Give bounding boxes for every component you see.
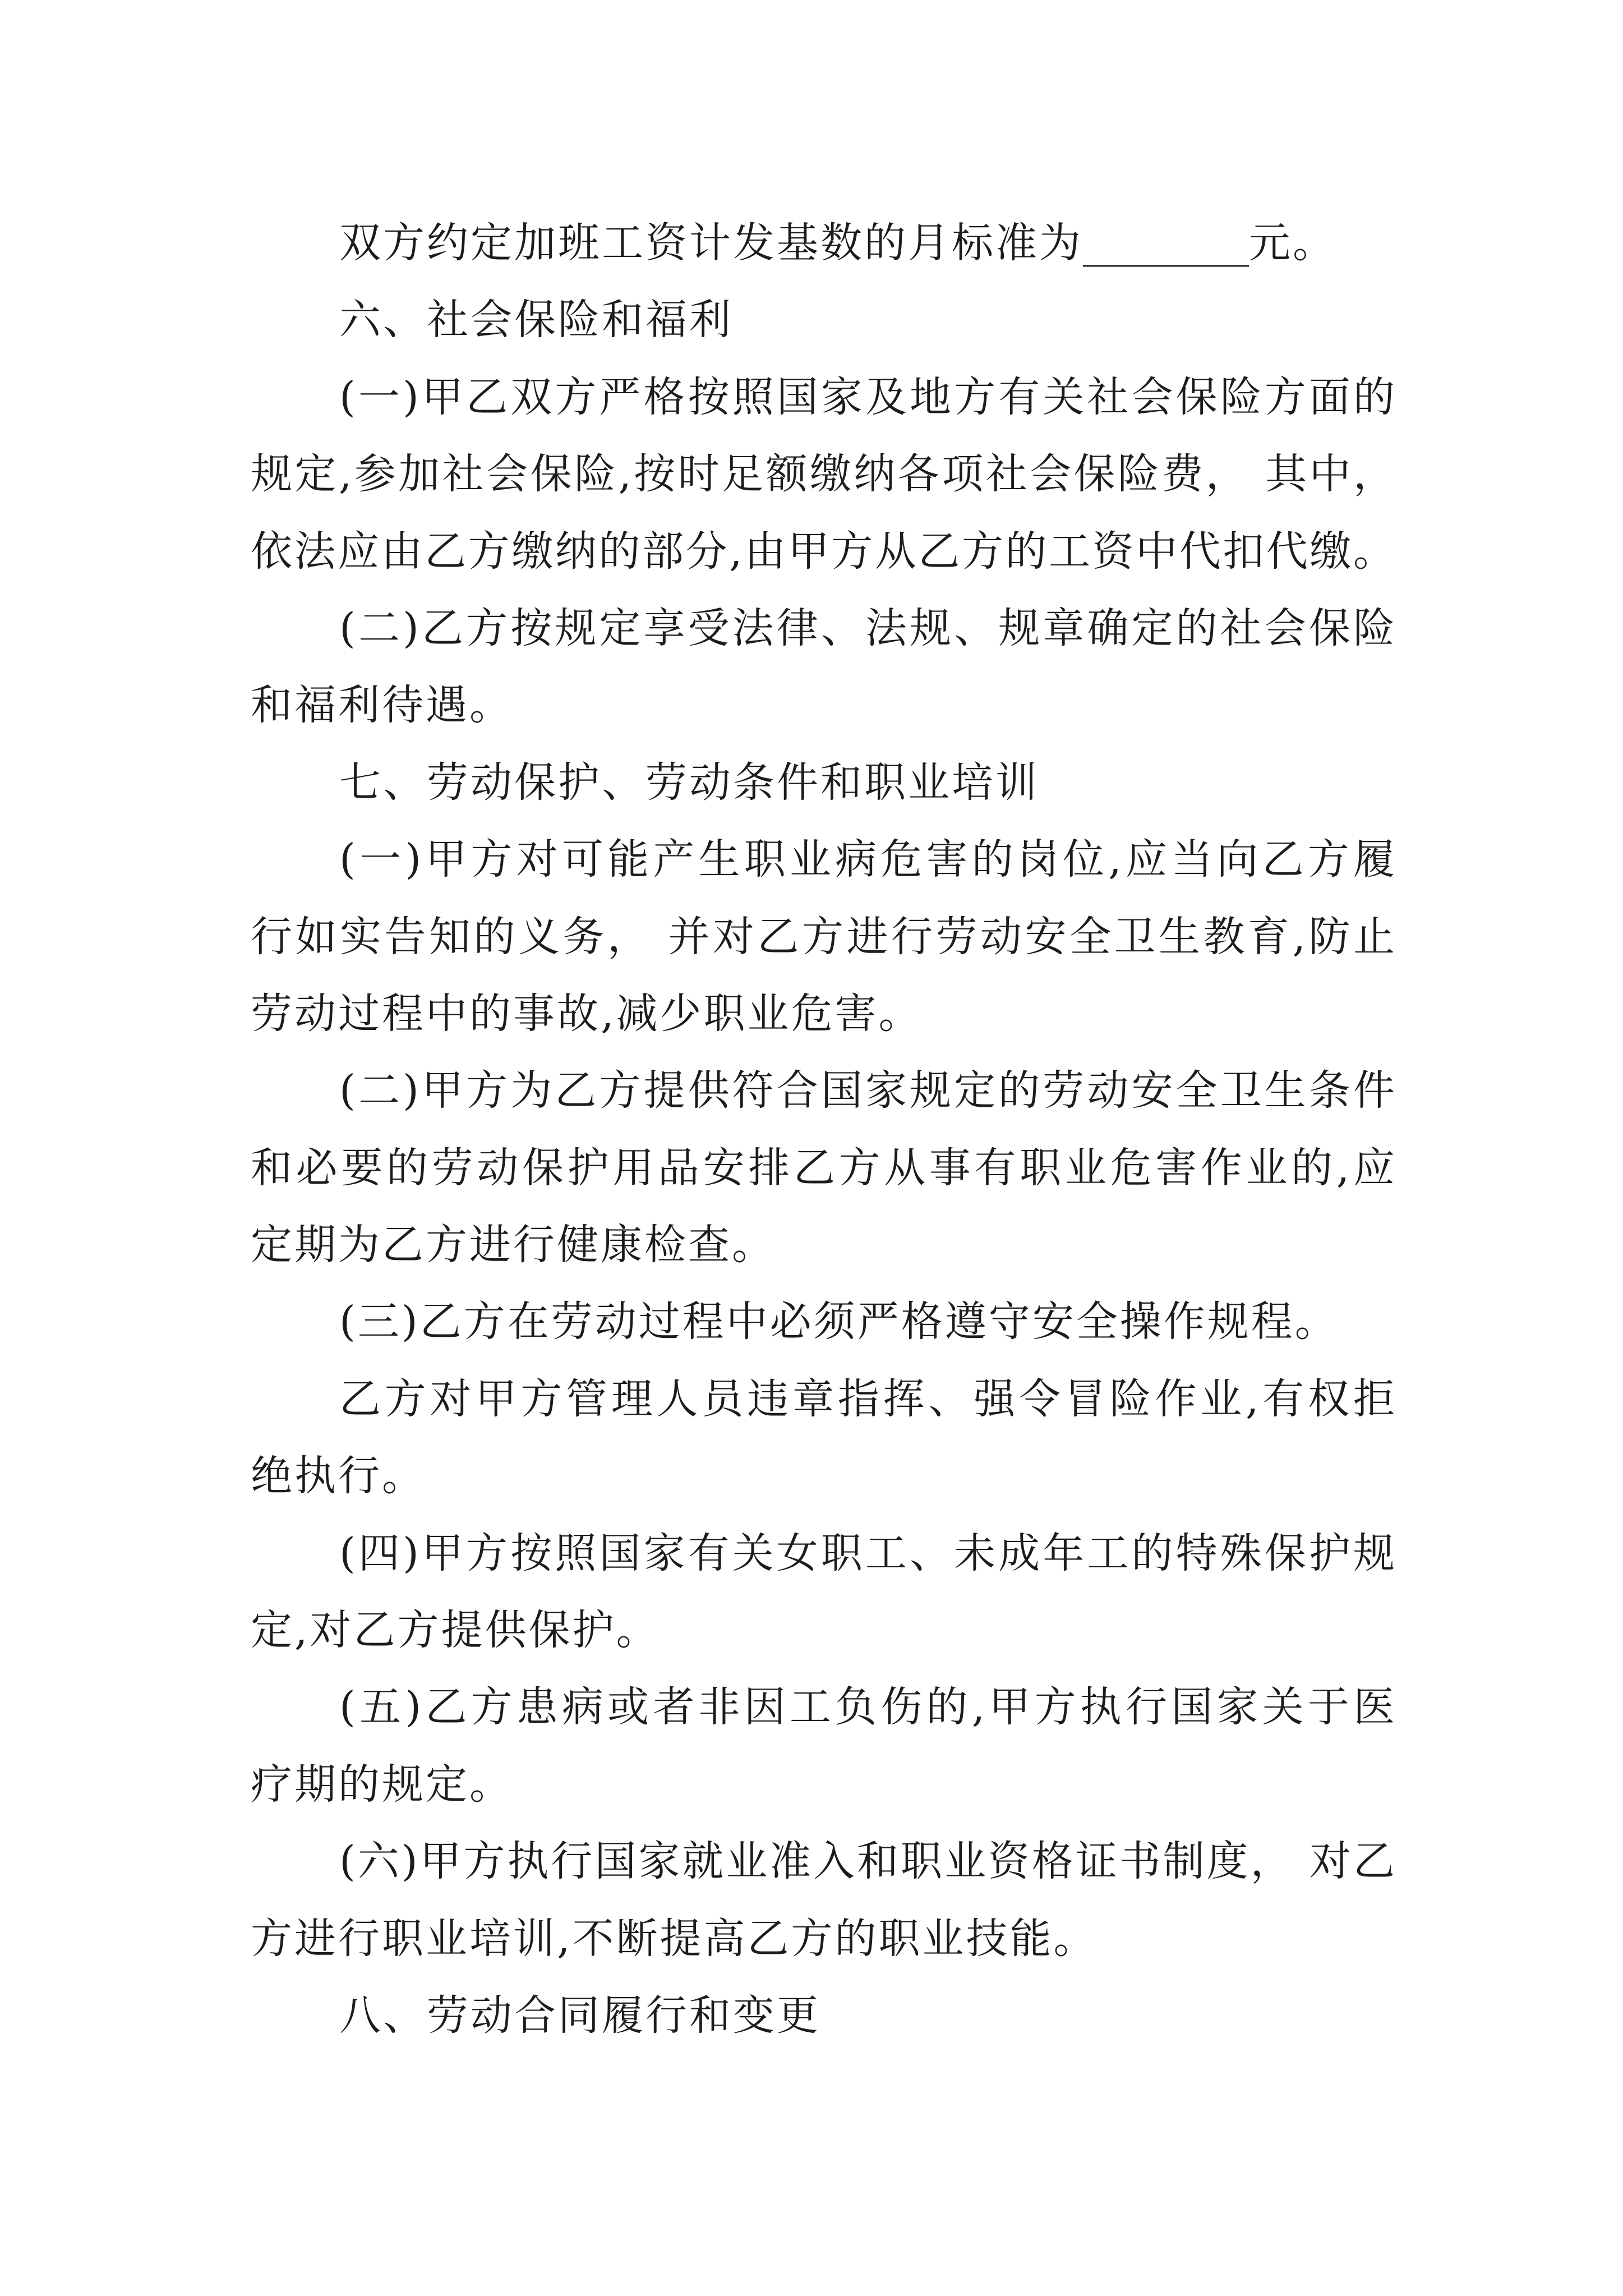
section-heading: 六、社会保险和福利 (339, 296, 733, 344)
clause-line (251, 205, 1395, 282)
clause-line: 和福利待遇。 (251, 681, 513, 730)
clause-7-2 (251, 1052, 1395, 1283)
clause-line: (四)甲方按照国家有关女职工、未成年工的特殊保护规 (339, 1529, 1395, 1577)
clause-text: 双方约定加班工资计发基数的月标准为 (339, 219, 1083, 267)
clause-7-6 (251, 1823, 1395, 1977)
clause-line: 定,对乙方提供保护。 (251, 1606, 660, 1655)
clause-7-5 (251, 1669, 1395, 1823)
clause-7-1 (251, 821, 1395, 1052)
clause-line: 依法应由乙方缴纳的部分,由甲方从乙方的工资中代扣代缴。 (251, 527, 1395, 576)
blank-field: ________ (1083, 219, 1249, 267)
clause-6-2 (251, 590, 1395, 744)
clause-7-4 (251, 1515, 1395, 1669)
clause-line: 定期为乙方进行健康检查。 (251, 1221, 776, 1269)
section-6 (251, 282, 1395, 744)
section-heading: 八、劳动合同履行和变更 (339, 1991, 820, 2040)
clause-line: (五)乙方患病或者非因工负伤的,甲方执行国家关于医 (339, 1683, 1395, 1732)
clause-line: 乙方对甲方管理人员违章指挥、强令冒险作业,有权拒 (339, 1374, 1395, 1423)
section-heading: 七、劳动保护、劳动条件和职业培训 (339, 758, 1039, 807)
clause-line: 劳动过程中的事故,减少职业危害。 (251, 989, 923, 1038)
section-8 (251, 1977, 1395, 2054)
clause-line: (三)乙方在劳动过程中必须严格遵守安全操作规程。 (339, 1297, 1339, 1346)
clause-line: 规定,参加社会保险,按时足额缴纳各项社会保险费， 其中， (251, 450, 1395, 499)
clause-line: 方进行职业培训,不断提高乙方的职业技能。 (251, 1914, 1098, 1963)
clause-line: 和必要的劳动保护用品安排乙方从事有职业危害作业的,应 (251, 1143, 1395, 1192)
clause-line: 绝执行。 (251, 1452, 426, 1501)
clause-line: (二)乙方按规定享受法律、法规、规章确定的社会保险 (339, 604, 1395, 652)
clause-line: 行如实告知的义务， 并对乙方进行劳动安全卫生教育,防止 (251, 912, 1395, 961)
clause-text: 元。 (1249, 219, 1336, 267)
clause-line: (二)甲方为乙方提供符合国家规定的劳动安全卫生条件 (339, 1066, 1395, 1115)
section-7 (251, 744, 1395, 1977)
clause-7-3-right-to-refuse (251, 1361, 1395, 1515)
clause-line: 疗期的规定。 (251, 1760, 513, 1809)
clause-6-1 (251, 359, 1395, 590)
overtime-wage-base-clause (251, 205, 1395, 282)
contract-body (251, 205, 1395, 2054)
clause-7-3 (251, 1283, 1395, 1360)
clause-line: (一)甲乙双方严格按照国家及地方有关社会保险方面的 (339, 372, 1395, 421)
clause-line: (一)甲方对可能产生职业病危害的岗位,应当向乙方履 (339, 835, 1395, 884)
clause-line: (六)甲方执行国家就业准入和职业资格证书制度， 对乙 (339, 1837, 1395, 1886)
